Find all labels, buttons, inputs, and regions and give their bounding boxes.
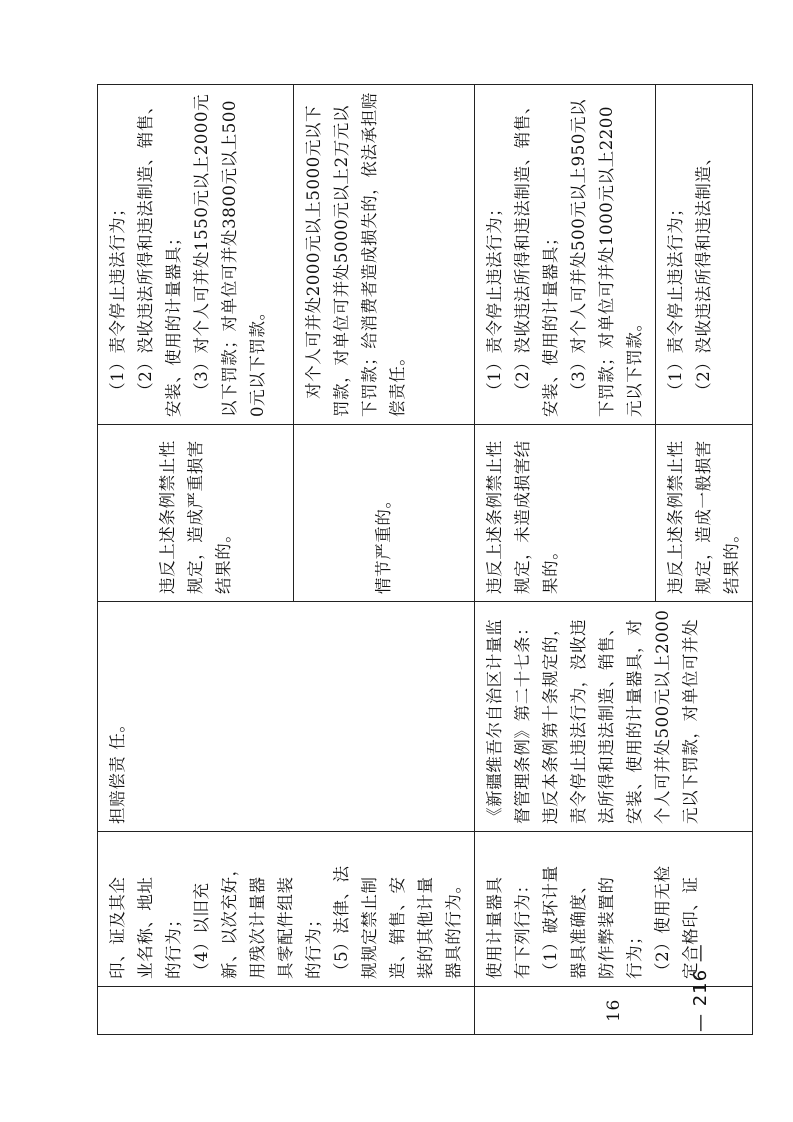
violation-line: 规规定禁止制 [360, 876, 379, 979]
violation-line: 器具的行为。 [444, 876, 463, 979]
violation-line: 器具准确度、 [569, 876, 588, 979]
penalty-item: （3）对个人可并处500元以上950元以下罚款；对单位可并处1000元以上2200元以下罚款。 [569, 98, 644, 417]
violation-line: 行为； [625, 927, 644, 979]
violation-line: （5）法律、法 [332, 865, 351, 979]
violation-cell [98, 832, 475, 987]
penalty-cell [656, 85, 753, 425]
legal-basis-cell: 担赔偿责 任。 [98, 602, 475, 832]
violation-line: 业名称、地址 [136, 876, 155, 979]
circumstance-cell: 违反上述条例禁止性规定，造成严重损害结果的。 [98, 425, 294, 602]
legal-basis-cell: 《新疆维吾尔自治区计量监督管理条例》第二十七条：违反本条例第十条规定的，责令停止违法行为，没收违法所得和违法制造、销售、安装、使用的计量器具，对个人可并处500元以上2000元以下罚款，对单位可并处 [475, 602, 753, 832]
violation-line: 造、销售、安 [388, 876, 407, 979]
penalty-item: （1）责令停止违法行为； [485, 199, 504, 399]
violation-line: 印、证及其企 [108, 876, 127, 979]
penalty-item: （2）没收违法所得和违法制造、销售、安装、使用的计量器具； [513, 97, 560, 417]
circumstance-cell: 违反上述条例禁止性规定，造成一般损害结果的。 [656, 425, 753, 602]
penalty-cell [98, 85, 294, 425]
violation-line: 的行为； [304, 910, 323, 979]
row-number-cell: 16 [475, 987, 753, 1035]
penalty-item: 对个人可并处2000元以上5000元以下罚款，对单位可并处5000元以上2万元以下罚款；给消费者造成损失的，依法承担赔偿责任。 [304, 92, 408, 417]
table-row [475, 85, 656, 1035]
violation-line: 的行为； [164, 910, 183, 979]
circumstance-cell: 情节严重的。 [294, 425, 475, 602]
penalty-cell [294, 85, 475, 425]
violation-line: （4）以旧充 [192, 882, 211, 979]
violation-line: 有下列行为： [513, 876, 532, 979]
violation-line: （1）破坏计量 [541, 865, 560, 979]
violation-line: 定合格印、证 [681, 876, 700, 979]
circumstance-cell: 违反上述条例禁止性规定，未造成损害结果的。 [475, 425, 656, 602]
penalty-cell [475, 85, 656, 425]
page-number: — 216 — [690, 943, 711, 1032]
penalty-item: （3）对个人可并处1550元以上2000元以下罚款；对单位可并处3800元以上5000元以下罚款。 [192, 93, 267, 417]
penalty-item: （1）责令停止违法行为； [666, 199, 685, 399]
penalty-item: （2）没收违法所得和违法制造、销售、安装、使用的计量器具； [136, 97, 183, 417]
violation-line: 用残次计量器 [248, 876, 267, 979]
violation-line: 新、以次充好， [220, 859, 239, 979]
violation-line: 使用计量器具 [485, 876, 504, 979]
violation-line: 具零配件组装 [276, 876, 295, 979]
violation-line: （2）使用无检 [653, 865, 672, 979]
table-row [98, 85, 294, 1035]
penalty-item: （2）没收违法所得和违法制造、 [694, 148, 713, 399]
penalty-item: （1）责令停止违法行为； [108, 199, 127, 399]
violation-line: 装的其他计量 [416, 876, 435, 979]
violation-line: 防作弊装置的 [597, 876, 616, 979]
penalty-table [97, 84, 753, 1035]
row-number-cell [98, 987, 475, 1035]
